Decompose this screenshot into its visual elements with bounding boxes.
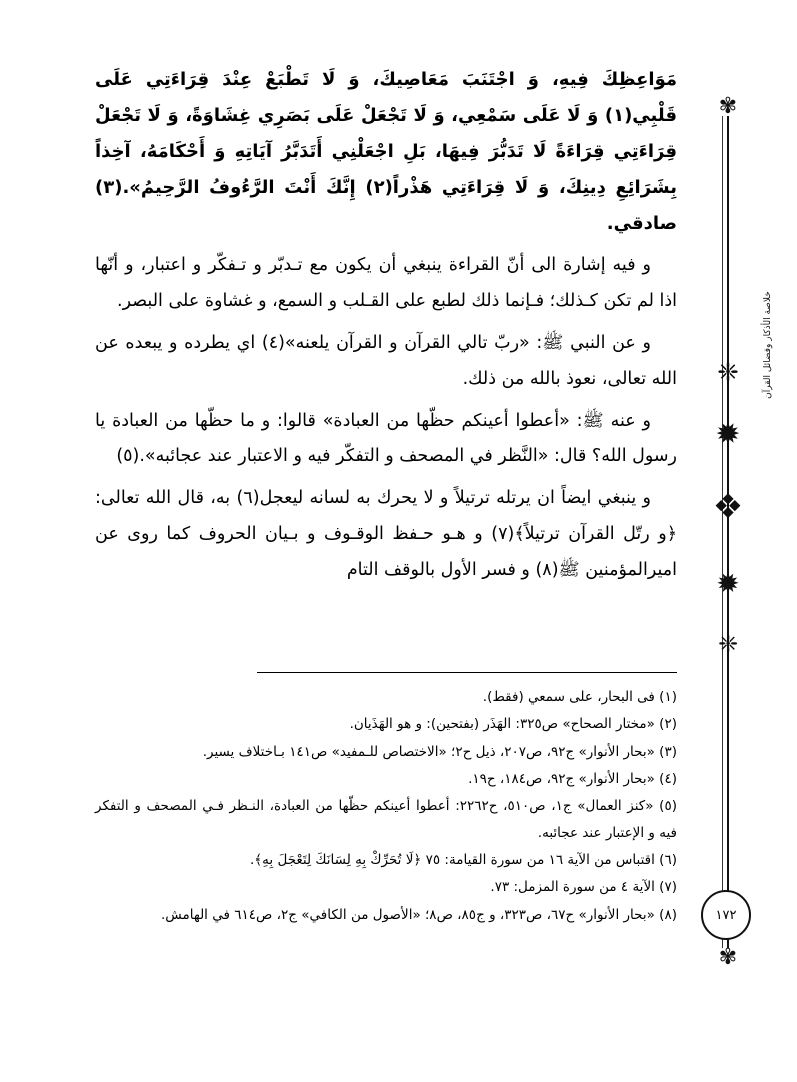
- paragraph-dua-continuation: مَوَاعِظِكَ فِيهِ، وَ اجْتَنَبَ مَعَاصِيكَ، وَ لَا تَطْبَعْ عِنْدَ قِرَاءَتِي عَلَى قَلْبِي(١) وَ لَا عَلَى سَمْعِي، وَ لَا تَجْعَلْ عَلَى بَصَرِي غِشَاوَةً، وَ لَا تَجْعَلْ قِرَاءَتِي قِرَاءَةً لَا تَدَبُّرَ فِيهَا، بَلِ اجْعَلْنِي أَتَدَبَّرُ آيَاتِهِ وَ أَحْكَامَهُ، آخِذاً بِشَرَائِعِ دِينِكَ، وَ لَا قِرَاءَتِي هَذْراً(٢) إِنَّكَ أَنْتَ الرَّءُوفُ الرَّحِيمُ».(٣) صادقي.: [95, 69, 677, 234]
- main-text-column: [95, 62, 677, 595]
- flourish-icon-top: ✾: [718, 94, 738, 119]
- paragraph-tarteel: و ينبغي ايضاً ان يرتله ترتيلاً و لا يحرك به لسانه ليعجل(٦) به، قال الله تعالى: ﴿و رتّل القرآن ترتيلاً﴾(٧) و هـو حـفظ الوقـوف و بـيان الحروف كما روى عن اميرالمؤمنين ﷺ(٨) و فسر الأول بالوقف التام: [95, 488, 677, 580]
- footnote-item: (٤) «بحار الأنوار» ج٩٢، ص١٨٤، ح١٩.: [468, 770, 677, 787]
- footnote-item: (٦) اقتباس من الآية ١٦ من سورة القيامة: ٧٥ ﴿لَا تُحَرِّكْ بِهِ لِسَانَكَ لِتَعْجَلَ بِهِ﴾.: [249, 851, 677, 868]
- footnote-item: (١) فى البحار، على سمعي (فقط).: [482, 689, 677, 705]
- footnote-item: (٥) «كنز العمال» ج١، ص٥١٠، ح٢٢٦٢: أعطوا أعينكم حظّها من العبادة، النـظر فـي المصحف و التفكر فيه و الإعتبار عند عجائبه.: [95, 798, 677, 841]
- footnote-list: [95, 684, 677, 929]
- paragraph-explanation-1: و فيه إشارة الى أنّ القراءة ينبغي أن يكون مع تـدبّر و تـفكّر و اعتبار، و أنّها اذا لم تكن كـذلك؛ فـإنما ذلك لطبع على القـلب و السمع، و غشاوة على البصر.: [95, 255, 677, 311]
- flourish-icon-6: ❈: [717, 630, 739, 658]
- margin-ornament-strip: [687, 60, 773, 1020]
- footnote-item: (٨) «بحار الأنوار» ح٦٧، ص٣٢٣، و ج٨٥، ص٨؛ «الأصول من الكافي» ج٢، ص٦١٤ في الهامش.: [161, 906, 677, 923]
- flourish-icon-4: ❖: [712, 487, 744, 527]
- flourish-icon-5: ✹: [716, 567, 740, 600]
- paragraph-hadith-nabi: و عن النبي ﷺ: «ربّ تالي القرآن و القرآن يلعنه»(٤) اي يطرده و يبعده عن الله تعالى، نعوذ بالله من ذلك.: [95, 332, 677, 389]
- flourish-icon-2: ❈: [717, 358, 739, 388]
- vertical-rule: [727, 116, 729, 948]
- footnote-separator: [257, 672, 677, 673]
- footnote-item: (٣) «بحار الأنوار» ج٩٢، ص٢٠٧، ذيل ح٢؛ «الاختصاص للـمفيد» ص١٤١ بـاختلاف يسير.: [202, 743, 677, 760]
- flourish-icon-3: ✹: [715, 417, 741, 452]
- running-side-title: خلاصة الأذكار وفضائل القرآن: [763, 291, 773, 399]
- page-number: ١٧٢: [701, 890, 751, 940]
- footnote-item: (٧) الآية ٤ من سورة المزمل: ٧٣.: [490, 879, 677, 896]
- footnote-item: (٢) «مختار الصحاح» ص٣٢٥: الهَذَر (بفتحين): و هو الهَذَيان.: [349, 716, 677, 733]
- vertical-rule-thin: [722, 116, 723, 948]
- paragraph-hadith-anhu: و عنه ﷺ: «أعطوا أعينكم حظّها من العبادة» قالوا: و ما حظّها من العبادة يا رسول الله؟ قال: «النَّظر في المصحف و التفكّر فيه و الاعتبار عند عجائبه».(٥): [95, 410, 677, 467]
- flourish-icon-bottom: ✾: [718, 945, 738, 970]
